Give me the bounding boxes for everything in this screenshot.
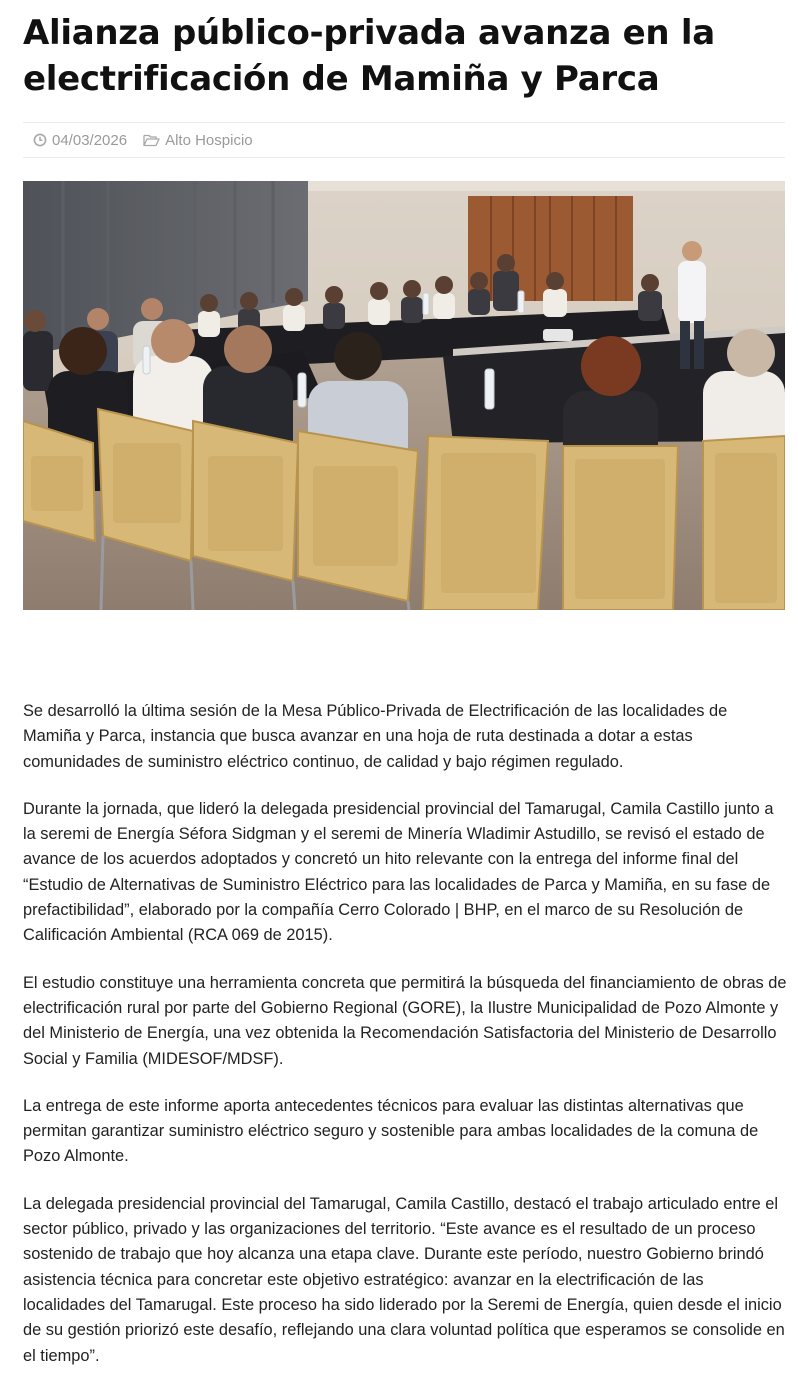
category-link[interactable]: Alto Hospicio	[165, 131, 253, 149]
folder-icon	[143, 133, 160, 147]
article	[23, 0, 787, 1365]
article-photo	[23, 181, 785, 610]
paragraph: Se desarrolló la última sesión de la Mesa Público-Privada de Electrificación de las localidades de Mamiña y Parca, instancia que busca avanzar en una hoja de ruta destinada a dotar a estas comunidades de suministro eléctrico continuo, de calidad y bajo régimen regulado.	[23, 702, 728, 771]
paragraph: Durante la jornada, que lideró la delegada presidencial provincial del Tamarugal, Camila Castillo junto a la seremi de Energía Séfora Sidgman y el seremi de Minería Wladimir Astudillo, se revisó el estado de avance de los acuerdos adoptados y concretó un hito relevante con la entrega del informe final del “Estudio de Alternativas de Suministro Eléctrico para las localidades de Parca y Mamiña, en su fase de prefactibilidad”, elaborado por la compañía Cerro Colorado | BHP, en el marco de su Resolución de Calificación Ambiental (RCA 069 de 2015).	[23, 799, 774, 945]
article-meta	[23, 122, 785, 158]
clock-icon	[33, 133, 47, 147]
date-text: 04/03/2026	[52, 131, 128, 149]
article-body	[23, 699, 789, 1391]
meta-category[interactable]	[143, 132, 253, 149]
meta-date	[33, 132, 127, 149]
paragraph: El estudio constituye una herramienta concreta que permitirá la búsqueda del financiamiento de obras de electrificación rural por parte del Gobierno Regional (GORE), la Ilustre Municipalidad de Pozo Almonte y del Ministerio de Energía, una vez obtenida la Recomendación Satisfactoria del Ministerio de Desarrollo Social y Familia (MIDESOF/MDSF).	[23, 973, 787, 1068]
paragraph: La entrega de este informe aporta antecedentes técnicos para evaluar las distintas alternativas que permitan garantizar suministro eléctrico seguro y sostenible para ambas localidades de la comuna de Pozo Almonte.	[23, 1096, 759, 1166]
article-title: Alianza público-privada avanza en la electrificación de Mamiña y Parca	[23, 13, 715, 99]
meeting-photo	[23, 181, 785, 610]
paragraph: La delegada presidencial provincial del Tamarugal, Camila Castillo, destacó el trabajo articulado entre el sector público, privado y las organizaciones del territorio. “Este avance es el resultado de un proceso sostenido de trabajo que hoy alcanza una etapa clave. Durante este período, nuestro Gobierno brindó asistencia técnica para concretar este objetivo estratégico: avanzar en la electrificación de las localidades del Tamarugal. Este proceso ha sido liderado por la Seremi de Energía, quien desde el inicio de su gestión priorizó este desafío, reflejando una clara voluntad política que esperamos se consolide en el tiempo”.	[23, 1194, 785, 1365]
